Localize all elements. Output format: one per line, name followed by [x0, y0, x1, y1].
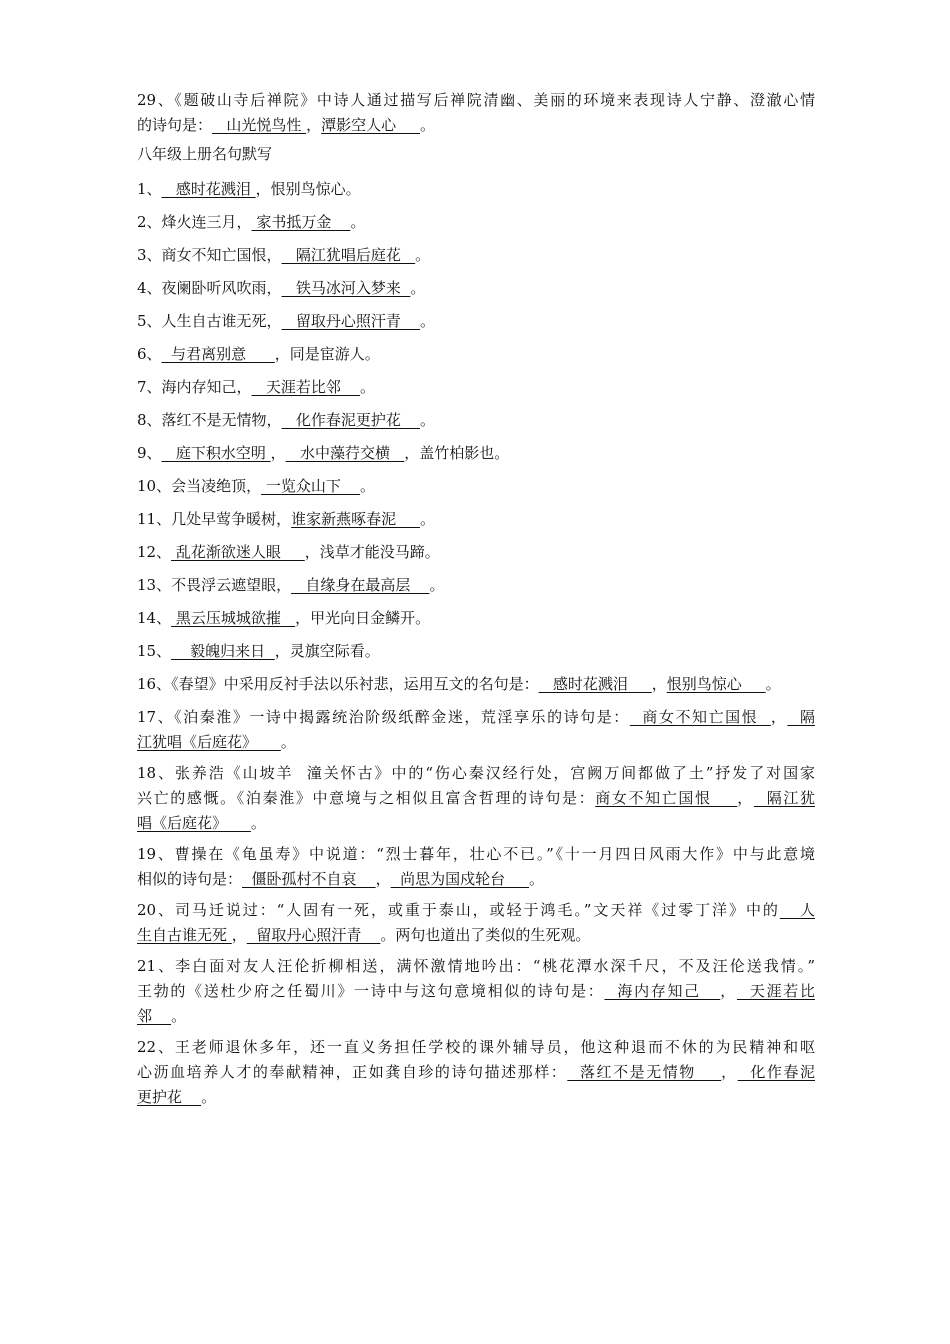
text-segment: 。 — [419, 510, 435, 528]
text-segment: 。 — [419, 116, 435, 134]
text-segment: ，浅草才能没马蹄。 — [304, 543, 440, 561]
question-paragraph — [137, 954, 815, 1029]
text-line — [137, 979, 815, 1004]
answer-blank: 商女不知亡国恨 — [595, 789, 738, 807]
text-line — [137, 142, 815, 167]
text-segment: 29、《题破山寺后禅院》中诗人通过描写后禅院清幽、美丽的环境来表现诗人宁静、澄澈心情 — [137, 91, 815, 109]
text-segment: 。 — [201, 1088, 217, 1106]
text-segment: 3、商女不知亡国恨， — [137, 246, 282, 264]
answer-blank: 黑云压城城欲摧 — [171, 609, 296, 627]
question-paragraph — [137, 705, 815, 755]
text-segment: 14、 — [137, 609, 172, 627]
answer-blank: 感时花溅泪 — [161, 180, 256, 198]
text-line — [137, 342, 815, 367]
text-line — [137, 540, 815, 565]
question-item — [137, 309, 815, 334]
question-item — [137, 639, 815, 664]
answer-blank: 留取丹心照汗青 — [281, 312, 420, 330]
question-item — [137, 606, 815, 631]
text-line — [137, 923, 815, 948]
text-segment: ， — [651, 675, 667, 693]
text-segment: 22、王老师退休多年，还一直义务担任学校的课外辅导员，他这种退而不休的为民精神和呕 — [137, 1038, 815, 1056]
text-segment: 相似的诗句是： — [137, 870, 243, 888]
question-item — [137, 177, 815, 202]
text-segment: 21、李白面对友人汪伦折柳相送，满怀激情地吟出：“桃花潭水深千尺，不及汪伦送我情。” — [137, 957, 815, 975]
question-item — [137, 441, 815, 466]
text-segment: ，灵旗空际看。 — [274, 642, 380, 660]
text-segment: ，盖竹柏影也。 — [404, 444, 510, 462]
text-segment: 7、海内存知己， — [137, 378, 252, 396]
answer-blank: 留取丹心照汗青 — [246, 926, 381, 944]
text-segment: 2、烽火连三月， — [137, 213, 252, 231]
answer-blank: 化作春泥更护花 — [281, 411, 420, 429]
question-item — [137, 210, 815, 235]
question-paragraph — [137, 88, 815, 138]
text-line — [137, 243, 815, 268]
question-paragraph — [137, 1035, 815, 1110]
text-segment: 9、 — [137, 444, 162, 462]
text-segment: 。 — [171, 1007, 187, 1025]
question-item — [137, 573, 815, 598]
question-paragraph — [137, 761, 815, 836]
text-segment: ， — [306, 116, 322, 134]
text-line — [137, 639, 815, 664]
question-item — [137, 243, 815, 268]
text-segment: 。 — [350, 213, 366, 231]
text-line — [137, 1035, 815, 1060]
text-segment: 。 — [765, 675, 781, 693]
question-item — [137, 540, 815, 565]
text-segment: 心沥血培养人才的奉献精神，正如龚自珍的诗句描述那样： — [137, 1063, 568, 1081]
text-segment: 。 — [415, 246, 431, 264]
text-segment: ， — [270, 444, 286, 462]
text-segment: 19、曹操在《龟虽寿》中说道：“烈士暮年，壮心不已。”《十一月四日风雨大作》中与此意境 — [137, 845, 815, 863]
answer-blank: 落红不是无情物 — [567, 1063, 722, 1081]
answer-blank: 乱花渐欲迷人眼 — [171, 543, 305, 561]
answer-blank: 天涯若比 — [736, 982, 815, 1000]
text-segment: 16、《春望》中采用反衬手法以乐衬悲，运用互文的名句是： — [137, 675, 539, 693]
text-segment: 13、不畏浮云遮望眼， — [137, 576, 292, 594]
text-line — [137, 441, 815, 466]
text-line — [137, 842, 815, 867]
text-segment: 18、张养浩《山坡羊 潼关怀古》中的“伤心秦汉经行处，宫阙万间都做了土”抒发了对国家 — [137, 764, 815, 782]
answer-blank: 天涯若比邻 — [251, 378, 360, 396]
answer-blank: 人 — [779, 901, 815, 919]
text-segment: 8、落红不是无情物， — [137, 411, 282, 429]
text-line — [137, 898, 815, 923]
text-segment: ， — [231, 926, 247, 944]
text-segment: 。 — [529, 870, 545, 888]
text-segment: 八年级上册名句默写 — [137, 145, 273, 163]
answer-blank: 商女不知亡国恨 — [629, 708, 771, 726]
answer-blank: 隔江犹 — [753, 789, 815, 807]
text-segment: 。 — [359, 477, 375, 495]
answer-blank: 恨别鸟惊心 — [666, 675, 766, 693]
text-line — [137, 507, 815, 532]
text-line — [137, 672, 815, 697]
text-segment: 1、 — [137, 180, 162, 198]
answer-blank: 僵卧孤村不自哀 — [242, 870, 376, 888]
text-segment: ， — [721, 1063, 738, 1081]
text-segment: 。 — [359, 378, 375, 396]
text-segment: ， — [720, 982, 737, 1000]
answer-blank: 化作春泥 — [737, 1063, 815, 1081]
answer-blank: 山光悦鸟性 — [212, 116, 307, 134]
text-segment: 20、司马迁说过：“人固有一死，或重于泰山，或轻于鸿毛。”文天祥《过零丁洋》中的 — [137, 901, 780, 919]
text-segment: 15、 — [137, 642, 172, 660]
text-segment: 。 — [419, 411, 435, 429]
answer-blank: 隔 — [787, 708, 815, 726]
text-segment: 。 — [280, 733, 296, 751]
text-segment: 。 — [250, 814, 266, 832]
question-item — [137, 672, 815, 697]
text-line — [137, 954, 815, 979]
answer-blank: 尚思为国戍轮台 — [390, 870, 530, 888]
text-segment: ， — [770, 708, 788, 726]
text-line — [137, 177, 815, 202]
text-line — [137, 210, 815, 235]
answer-blank: 自缘身在最高层 — [291, 576, 430, 594]
answer-blank: 潭影空人心 — [321, 116, 420, 134]
text-line — [137, 1085, 815, 1110]
text-segment: 11、几处早莺争暖树， — [137, 510, 292, 528]
question-item — [137, 375, 815, 400]
text-line — [137, 375, 815, 400]
question-item — [137, 408, 815, 433]
text-line — [137, 1060, 815, 1085]
text-line — [137, 573, 815, 598]
text-line — [137, 474, 815, 499]
text-line — [137, 811, 815, 836]
section-heading — [137, 142, 815, 167]
text-line — [137, 705, 815, 730]
answer-blank: 邻 — [137, 1007, 172, 1025]
question-paragraph — [137, 898, 815, 948]
text-line — [137, 276, 815, 301]
text-line — [137, 867, 815, 892]
text-segment: 10、会当凌绝顶， — [137, 477, 262, 495]
text-segment: 5、人生自古谁无死， — [137, 312, 282, 330]
question-item — [137, 342, 815, 367]
question-item — [137, 276, 815, 301]
question-item — [137, 507, 815, 532]
text-line — [137, 761, 815, 786]
answer-blank: 庭下积水空明 — [161, 444, 271, 462]
text-segment: 。 — [410, 279, 426, 297]
text-segment: ， — [737, 789, 754, 807]
text-line — [137, 1004, 815, 1029]
text-segment: 。两句也道出了类似的生死观。 — [380, 926, 591, 944]
text-segment: ，甲光向日金鳞开。 — [295, 609, 431, 627]
answer-blank: 更护花 — [137, 1088, 202, 1106]
answer-blank: 毅魄归来日 — [171, 642, 275, 660]
text-segment: 12、 — [137, 543, 172, 561]
text-line — [137, 786, 815, 811]
question-paragraph — [137, 842, 815, 892]
question-item — [137, 474, 815, 499]
document-page — [137, 88, 815, 1116]
text-segment: 17、《泊秦淮》一诗中揭露统治阶级纸醉金迷，荒淫享乐的诗句是： — [137, 708, 630, 726]
answer-blank: 江犹唱《后庭花》 — [137, 733, 281, 751]
text-segment: ，同是宦游人。 — [274, 345, 380, 363]
text-line — [137, 606, 815, 631]
text-line — [137, 408, 815, 433]
answer-blank: 感时花溅泪 — [538, 675, 652, 693]
text-segment: 6、 — [137, 345, 162, 363]
text-segment: 。 — [429, 576, 445, 594]
text-segment: 4、夜阑卧听风吹雨， — [137, 279, 282, 297]
answer-blank: 隔江犹唱后庭花 — [281, 246, 416, 264]
text-line — [137, 88, 815, 113]
text-line — [137, 113, 815, 138]
answer-blank: 唱《后庭花》 — [137, 814, 251, 832]
text-segment: 王勃的《送杜少府之任蜀川》一诗中与这句意境相似的诗句是： — [137, 982, 605, 1000]
answer-blank: 与君离别意 — [161, 345, 275, 363]
answer-blank: 家书抵万金 — [251, 213, 351, 231]
text-segment: ， — [375, 870, 391, 888]
answer-blank: 水中藻荇交横 — [285, 444, 405, 462]
text-segment: 兴亡的感慨。《泊秦淮》中意境与之相似且富含哲理的诗句是： — [137, 789, 596, 807]
text-segment: 。 — [419, 312, 435, 330]
text-line — [137, 730, 815, 755]
answer-blank: 生自古谁无死 — [137, 926, 232, 944]
text-segment: ，恨别鸟惊心。 — [255, 180, 361, 198]
text-segment: 的诗句是： — [137, 116, 213, 134]
answer-blank: 一览众山下 — [261, 477, 360, 495]
answer-blank: 谁家新燕啄春泥 — [291, 510, 420, 528]
answer-blank: 铁马冰河入梦来 — [281, 279, 411, 297]
answer-blank: 海内存知己 — [604, 982, 721, 1000]
text-line — [137, 309, 815, 334]
